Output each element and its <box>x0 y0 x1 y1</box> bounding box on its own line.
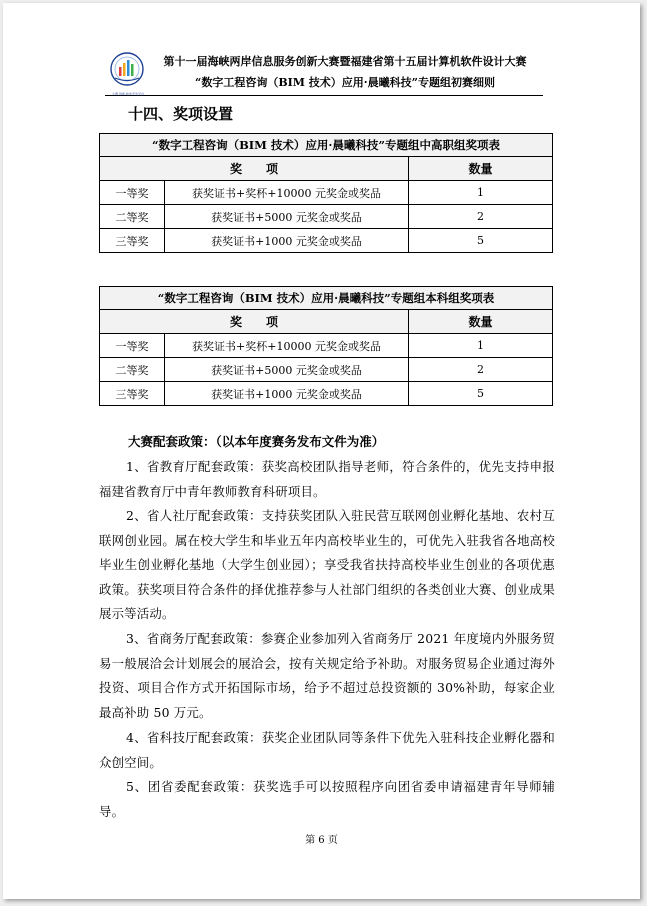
table-row <box>100 205 553 229</box>
award-prize: 获奖证书+奖杯+10000 元奖金或奖品 <box>165 334 409 358</box>
column-header-award: 奖 项 <box>100 157 409 181</box>
award-prize: 获奖证书+1000 元奖金或奖品 <box>165 382 409 406</box>
table-row <box>100 382 553 406</box>
table-row <box>100 229 553 253</box>
logo-caption: 大赛 创新·软件开发平台 <box>112 92 144 96</box>
policy-paragraph-science: 4、省科技厅配套政策：获奖企业团队同等条件下优先入驻科技企业孵化器和众创空间。 <box>99 730 555 770</box>
award-level: 二等奖 <box>100 358 165 382</box>
award-table-vocational <box>99 133 553 253</box>
award-prize: 获奖证书+5000 元奖金或奖品 <box>165 358 409 382</box>
section-title: 十四、奖项设置 <box>128 105 234 123</box>
award-count: 2 <box>409 358 553 382</box>
table-title: “数字工程咨询（BIM 技术）应用·晨曦科技”专题组中高职组奖项表 <box>100 134 553 157</box>
award-prize: 获奖证书+奖杯+10000 元奖金或奖品 <box>165 181 409 205</box>
award-count: 1 <box>409 181 553 205</box>
award-prize: 获奖证书+5000 元奖金或奖品 <box>165 205 409 229</box>
award-count: 2 <box>409 205 553 229</box>
table-title: “数字工程咨询（BIM 技术）应用·晨曦科技”专题组本科组奖项表 <box>100 287 553 310</box>
competition-logo <box>105 51 149 96</box>
column-header-count: 数量 <box>409 157 553 181</box>
award-table-undergraduate <box>99 286 553 406</box>
table-row <box>100 334 553 358</box>
column-header-award: 奖 项 <box>100 310 409 334</box>
page-number: 第 6 页 <box>305 835 338 846</box>
policy-heading: 大赛配套政策：（以本年度赛务发布文件为准） <box>128 434 385 449</box>
award-level: 三等奖 <box>100 229 165 253</box>
document-page <box>3 3 640 899</box>
policy-paragraph-human-resources: 2、省人社厅配套政策：支持获奖团队入驻民营互联网创业孵化基地、农村互联网创业园。属在校大学生和毕业五年内高校毕业生的，可优先入驻我省各地高校毕业生创业孵化基地（大学生创业园）；享受我省扶持高校毕业生创业的各项优惠政策。获奖项目符合条件的择优推荐参与人社部门组织的各类创业大赛、创业成果展示等活动。 <box>99 508 555 622</box>
award-count: 5 <box>409 382 553 406</box>
award-level: 三等奖 <box>100 382 165 406</box>
award-level: 一等奖 <box>100 181 165 205</box>
table-row <box>100 181 553 205</box>
award-prize: 获奖证书+1000 元奖金或奖品 <box>165 229 409 253</box>
header-title-line2: “数字工程咨询（BIM 技术）应用·晨曦科技”专题组初赛细则 <box>195 76 495 89</box>
policy-paragraph-education: 1、省教育厅配套政策：获奖高校团队指导老师，符合条件的，优先支持申报福建省教育厅中青年教师教育科研项目。 <box>99 459 555 499</box>
header-title-line1: 第十一届海峡两岸信息服务创新大赛暨福建省第十五届计算机软件设计大赛 <box>163 55 527 68</box>
award-level: 二等奖 <box>100 205 165 229</box>
award-count: 5 <box>409 229 553 253</box>
award-level: 一等奖 <box>100 334 165 358</box>
policy-paragraph-youth-league: 5、团省委配套政策：获奖选手可以按照程序向团省委申请福建青年导师辅导。 <box>99 779 555 819</box>
page-header <box>105 47 543 96</box>
award-count: 1 <box>409 334 553 358</box>
policy-paragraph-commerce: 3、省商务厅配套政策：参赛企业参加列入省商务厅 2021 年度境内外服务贸易一般展洽会计划展会的展洽会，按有关规定给予补助。对服务贸易企业通过海外投资、项目合作方式开拓国际市场，给予不超过总投资额的 30%补助，每家企业最高补助 50 万元。 <box>99 631 555 720</box>
table-row <box>100 358 553 382</box>
column-header-count: 数量 <box>409 310 553 334</box>
